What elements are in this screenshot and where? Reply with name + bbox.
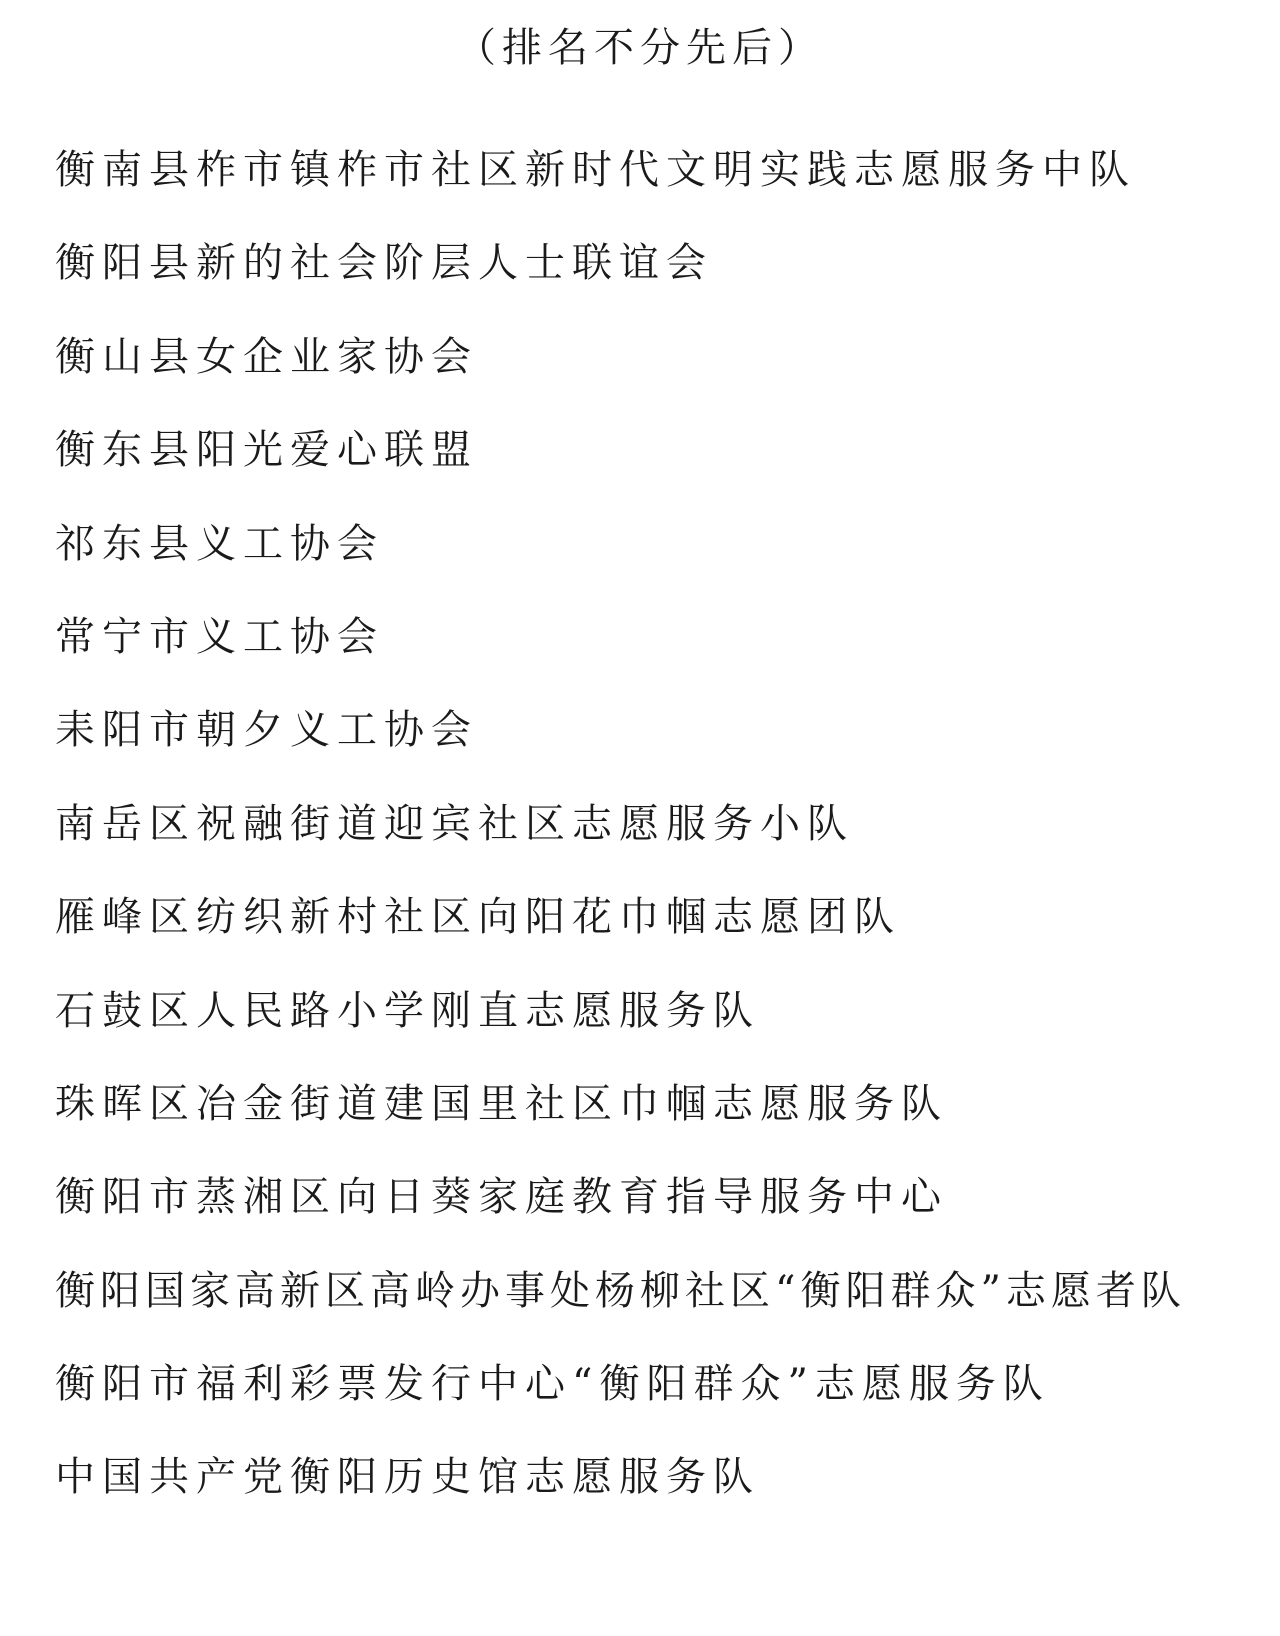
organization-item-14: 衡阳市福利彩票发行中心“衡阳群众”志愿服务队 [55,1361,1050,1408]
list-subtitle: （排名不分先后） [456,25,824,71]
organization-item-12: 衡阳市蒸湘区向日葵家庭教育指导服务中心 [55,1174,948,1221]
organization-item-4: 衡东县阳光爱心联盟 [55,427,478,474]
organization-item-8: 南岳区祝融街道迎宾社区志愿服务小队 [55,800,854,847]
organization-item-10: 石鼓区人民路小学刚直志愿服务队 [55,987,760,1034]
organization-list [55,140,1270,1541]
organization-item-15: 中国共产党衡阳历史馆志愿服务队 [55,1454,760,1501]
organization-item-9: 雁峰区纺织新村社区向阳花巾帼志愿团队 [55,894,901,941]
organization-item-13: 衡阳国家高新区高岭办事处杨柳社区“衡阳群众”志愿者队 [55,1267,1186,1314]
organization-item-1: 衡南县柞市镇柞市社区新时代文明实践志愿服务中队 [55,147,1136,193]
organization-item-5: 祁东县义工协会 [55,520,384,567]
organization-item-7: 耒阳市朝夕义工协会 [55,707,478,754]
organization-item-11: 珠晖区冶金街道建国里社区巾帼志愿服务队 [55,1080,948,1127]
organization-item-2: 衡阳县新的社会阶层人士联谊会 [55,240,713,287]
organization-item-3: 衡山县女企业家协会 [55,333,478,380]
organization-item-6: 常宁市义工协会 [55,613,384,660]
